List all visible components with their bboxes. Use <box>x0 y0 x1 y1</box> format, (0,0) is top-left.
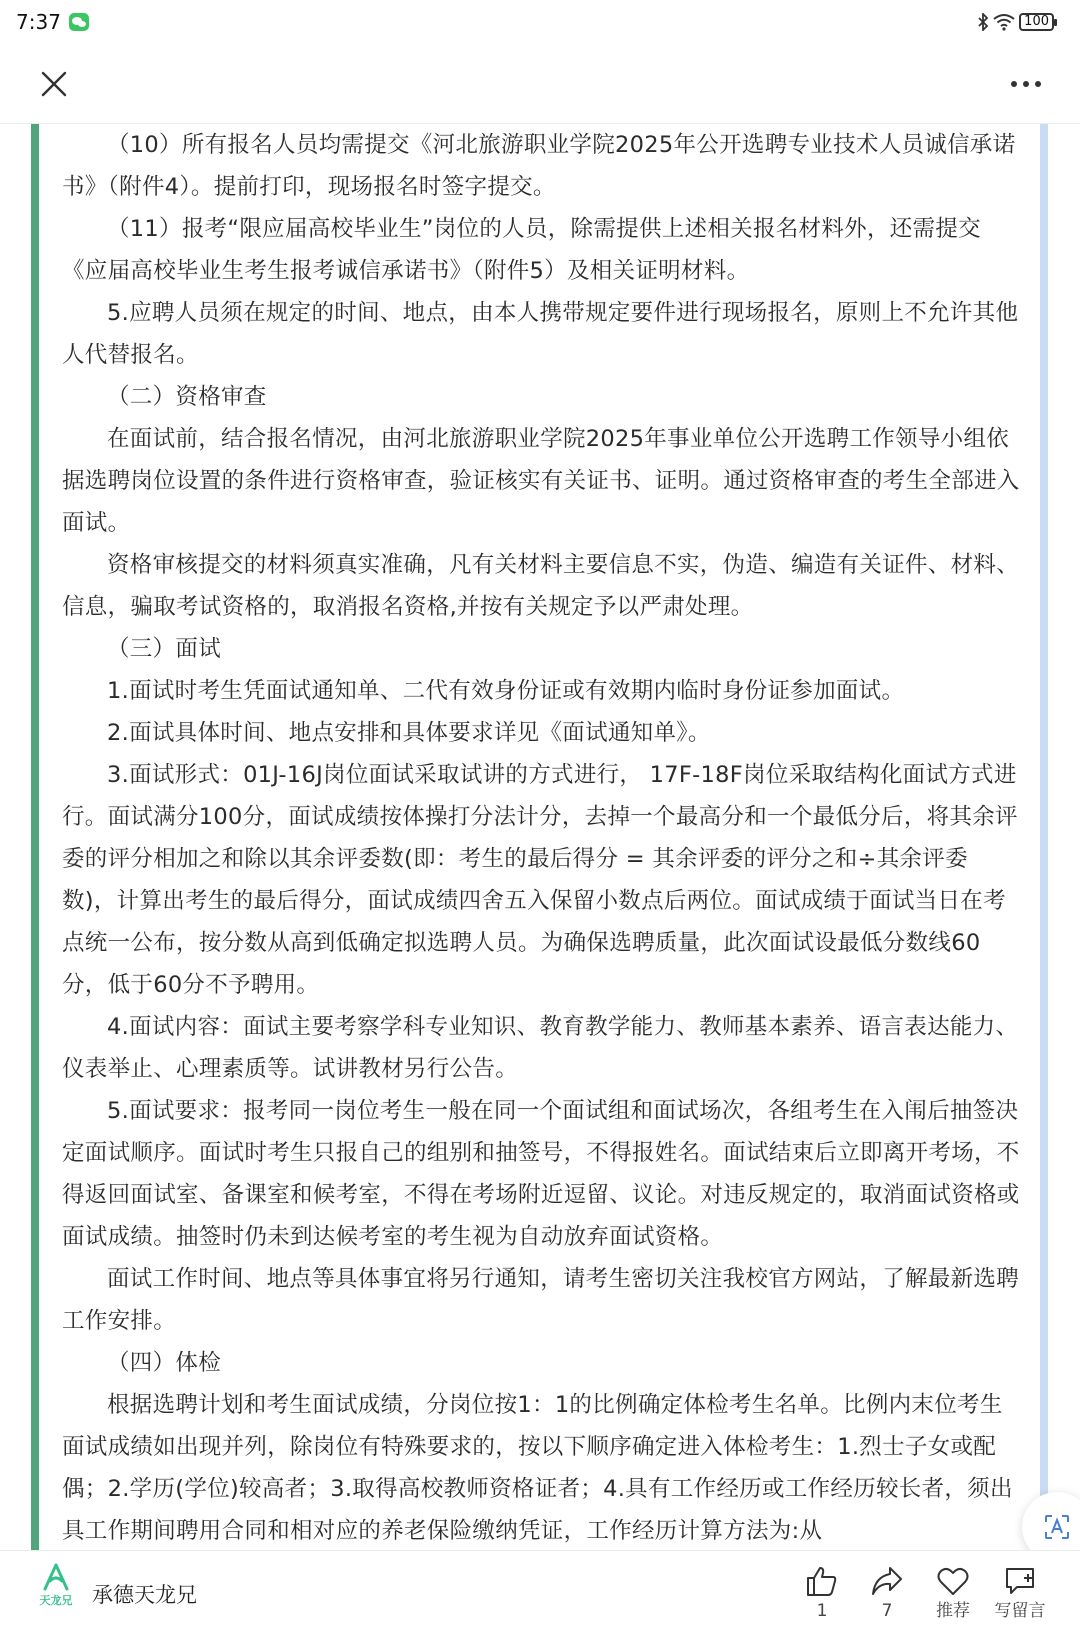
paragraph: 3.面试形式：01J-16J岗位面试采取试讲的方式进行， 17F-18F岗位采取结构化面试方式进行。面试满分100分，面试成绩按体操打分法计分，去掉一个最高分和一个最低分后，将其余评委的评分相加之和除以其余评委数(即：考生的最后得分 = 其余评委的评分之和÷其余评委数)，计算出考生的最后得分，面试成绩四舍五入保留小数点后两位。面试成绩于面试当日在考点统一公布，按分数从高到低确定拟选聘人员。为确保选聘质量，此次面试设最低分数线60分，低于60分不予聘用。 <box>62 762 1018 998</box>
share-button[interactable] <box>851 1565 923 1621</box>
paragraph: 5.应聘人员须在规定的时间、地点，由本人携带规定要件进行现场报名，原则上不允许其他人代替报名。 <box>62 300 1019 368</box>
more-button[interactable] <box>1002 60 1050 108</box>
section-heading: （三）面试 <box>107 636 222 662</box>
paragraph: （10）所有报名人员均需提交《河北旅游职业学院2025年公开选聘专业技术人员诚信承诺书》（附件4）。提前打印，现场报名时签字提交。 <box>62 132 1016 200</box>
article-content[interactable] <box>0 124 1080 1550</box>
status-bar <box>0 0 1080 44</box>
heart-icon <box>936 1565 970 1597</box>
paragraph: 1.面试时考生凭面试通知单、二代有效身份证或有效期内临时身份证参加面试。 <box>107 678 905 704</box>
status-time: 7:37 <box>16 10 61 34</box>
quote-right-bar <box>1040 124 1048 1550</box>
thumbs-up-icon <box>805 1565 839 1597</box>
translate-icon <box>1043 1513 1071 1541</box>
more-icon <box>1010 80 1042 88</box>
author-logo-icon <box>41 1563 71 1593</box>
share-count: 7 <box>881 1601 893 1621</box>
paragraph: 资格审核提交的材料须真实准确，凡有关材料主要信息不实，伪造、编造有关证件、材料、信息，骗取考试资格的，取消报名资格,并按有关规定予以严肃处理。 <box>62 552 1020 620</box>
paragraph: 4.面试内容：面试主要考察学科专业知识、教育教学能力、教师基本素养、语言表达能力、仪表举止、心理素质等。试讲教材另行公告。 <box>62 1014 1019 1082</box>
author-avatar[interactable] <box>36 1563 76 1611</box>
comment-label: 写留言 <box>994 1601 1046 1621</box>
paragraph: 在面试前，结合报名情况，由河北旅游职业学院2025年事业单位公开选聘工作领导小组依据选聘岗位设置的条件进行资格审查，验证核实有关证书、证明。通过资格审查的考生全部进入面试。 <box>62 426 1020 536</box>
close-button[interactable] <box>30 60 78 108</box>
paragraph: 2.面试具体时间、地点安排和具体要求详见《面试通知单》。 <box>107 720 711 746</box>
bottom-bar <box>0 1550 1080 1643</box>
nav-bar <box>0 44 1080 124</box>
section-heading: （四）体检 <box>107 1350 222 1376</box>
comment-button[interactable] <box>984 1565 1056 1621</box>
author-name[interactable]: 承德天龙兄 <box>92 1583 197 1607</box>
share-icon <box>870 1565 904 1597</box>
status-right <box>977 13 1054 31</box>
battery-indicator: 100 <box>1019 13 1054 31</box>
close-icon <box>41 71 67 97</box>
quote-left-bar <box>31 124 39 1550</box>
author-logo-text: 天龙兄 <box>39 1594 73 1607</box>
like-count: 1 <box>816 1601 828 1621</box>
recommend-button[interactable] <box>917 1565 989 1621</box>
paragraph: 面试工作时间、地点等具体事宜将另行通知，请考生密切关注我校官方网站，了解最新选聘工作安排。 <box>62 1266 1020 1334</box>
recommend-label: 推荐 <box>936 1601 970 1621</box>
translate-float-button[interactable] <box>1022 1492 1080 1550</box>
wechat-notification-icon <box>69 13 89 31</box>
paragraph: 根据选聘计划和考生面试成绩，分岗位按1：1的比例确定体检考生名单。比例内末位考生面试成绩如出现并列，除岗位有特殊要求的，按以下顺序确定进入体检考生：1.烈士子女或配偶；2.学历(学位)较高者；3.取得高校教师资格证者；4.具有工作经历或工作经历较长者，须出具工作期间聘用合同和相对应的养老保险缴纳凭证，工作经历计算方法为:从 <box>62 1392 1013 1544</box>
wifi-icon <box>993 13 1015 31</box>
article-body <box>62 124 1022 1550</box>
comment-icon <box>1003 1565 1037 1597</box>
like-button[interactable] <box>786 1565 858 1621</box>
bluetooth-icon <box>977 13 989 31</box>
status-left <box>16 10 89 34</box>
paragraph: （11）报考“限应届高校毕业生”岗位的人员，除需提供上述相关报名材料外，还需提交《应届高校毕业生考生报考诚信承诺书》（附件5）及相关证明材料。 <box>62 216 981 284</box>
paragraph: 5.面试要求：报考同一岗位考生一般在同一个面试组和面试场次，各组考生在入闱后抽签决定面试顺序。面试时考生只报自己的组别和抽签号，不得报姓名。面试结束后立即离开考场，不得返回面试室、备课室和候考室，不得在考场附近逗留、议论。对违反规定的，取消面试资格或面试成绩。抽签时仍未到达候考室的考生视为自动放弃面试资格。 <box>62 1098 1020 1250</box>
section-heading: （二）资格审查 <box>107 384 267 410</box>
